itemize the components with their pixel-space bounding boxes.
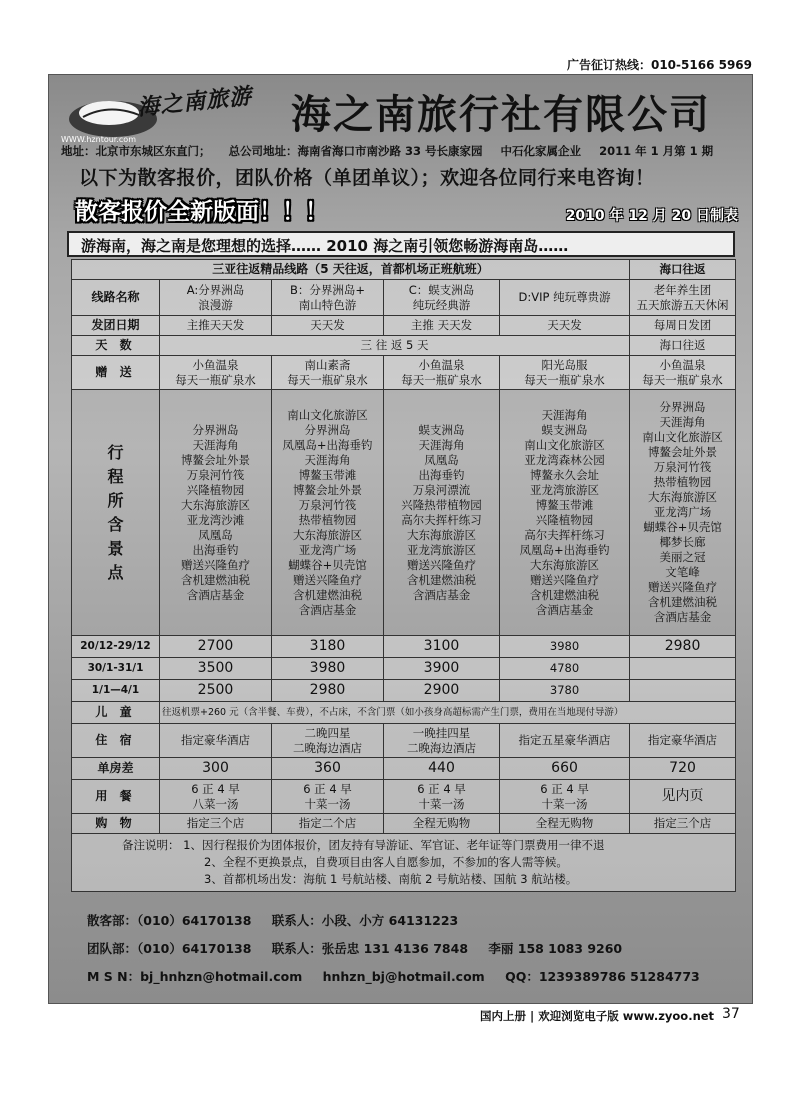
route-a[interactable] (160, 280, 272, 316)
route-d[interactable] (500, 280, 630, 316)
gift-cell: 小鱼温泉 每天一瓶矿泉水 (384, 356, 500, 390)
itinerary-cell: 南山文化旅游区 分界洲岛 凤凰岛+出海垂钓 天涯海角 博鳌玉带滩 博鳌会址外景 万泉河竹筏 热带植物园 大东海旅游区 亚龙湾广场 蝴蝶谷+贝壳馆 赠送兴隆鱼疗 含机建燃油税 含酒店基金 (272, 390, 384, 636)
gift-cell: 阳光岛服 每天一瓶矿泉水 (500, 356, 630, 390)
new-version-banner: 散客报价全新版面！！！ (75, 199, 328, 225)
single-cell: 660 (500, 758, 630, 780)
price-cell: 3900 (384, 658, 500, 680)
price-table (71, 259, 736, 892)
group-contact: 联系人：张岳忠 131 4136 7848 (271, 941, 469, 956)
price-cell: 3500 (160, 658, 272, 680)
slogan-bar (67, 231, 735, 257)
route-name: C：蜈支洲岛 纯玩经典游 (408, 282, 475, 312)
note-line: 备注说明： 1、因行程报价为团体报价，团友持有导游证、军官证、老年证等门票费用一律不退 (122, 838, 605, 852)
itinerary-cell: 分界洲岛 天涯海角 南山文化旅游区 博鳌会址外景 万泉河竹筏 热带植物园 大东海旅游区 亚龙湾广场 蝴蝶谷+贝壳馆 椰梦长廊 美丽之冠 文笔峰 赠送兴隆鱼疗 含机建燃油税 含酒店基金 (630, 390, 736, 636)
stay-cell: 一晚挂四星 二晚海边酒店 (384, 724, 500, 758)
retail-phone: 散客部：（010）64170138 (87, 913, 252, 928)
enterprise-label: 中石化家属企业 (500, 144, 582, 158)
price-cell: 3100 (384, 636, 500, 658)
stay-cell: 指定豪华酒店 (160, 724, 272, 758)
meal-cell: 6 正 4 早 八菜一汤 (160, 780, 272, 814)
price-period: 20/12-29/12 (72, 636, 160, 658)
departure-cell: 主推天天发 (160, 316, 272, 336)
company-name: 海之南旅行社有限公司 (291, 92, 711, 138)
qq-numbers: QQ：1239389786 51284773 (505, 969, 700, 984)
departure-cell: 主推 天天发 (384, 316, 500, 336)
price-cell (630, 658, 736, 680)
single-cell: 720 (630, 758, 736, 780)
departure-cell: 天天发 (500, 316, 630, 336)
days-haikou: 海口往返 (630, 336, 736, 356)
price-period: 1/1—4/1 (72, 680, 160, 702)
price-cell: 2700 (160, 636, 272, 658)
meal-cell: 6 正 4 早 十菜一汤 (272, 780, 384, 814)
stay-label: 住 宿 (72, 724, 160, 758)
single-label: 单房差 (72, 758, 160, 780)
stay-cell: 二晚四星 二晚海边酒店 (272, 724, 384, 758)
route-b[interactable] (272, 280, 384, 316)
note-line: 3、首都机场出发：海航 1 号航站楼、南航 2 号航站楼、国航 3 航站楼。 (204, 872, 578, 886)
price-cell: 2500 (160, 680, 272, 702)
price-notice: 以下为散客报价，团队价格（单团单议）；欢迎各位同行来电咨询！ (79, 167, 655, 189)
price-cell: 3980 (272, 658, 384, 680)
haikou-header: 海口往返 (630, 260, 736, 280)
address-line (61, 143, 751, 159)
ad-hotline: 广告征订热线：010-5166 5969 (566, 58, 752, 72)
meal-cell: 见内页 (630, 780, 736, 814)
route-senior[interactable] (630, 280, 736, 316)
days-value: 三 往 返 5 天 (160, 336, 630, 356)
single-cell: 360 (272, 758, 384, 780)
contact-row-online (87, 967, 747, 985)
note-line: 2、全程不更换景点，自费项目由客人自愿参加，不参加的客人需等候。 (204, 855, 568, 869)
made-date: 2010 年 12 月 20 日制表 (565, 208, 738, 224)
msn-2[interactable]: hnhzn_bj@hotmail.com (322, 969, 485, 984)
itinerary-cell: 天涯海角 蜈支洲岛 南山文化旅游区 亚龙湾森林公园 博鳌永久会址 亚龙湾旅游区 博鳌玉带滩 兴隆植物园 高尔夫挥杆练习 凤凰岛+出海垂钓 大东海旅游区 赠送兴隆鱼疗 含机建燃油税 含酒店基金 (500, 390, 630, 636)
price-cell: 2980 (630, 636, 736, 658)
shop-cell: 指定三个店 (160, 814, 272, 834)
price-cell: 3180 (272, 636, 384, 658)
gift-cell: 小鱼温泉 每天一瓶矿泉水 (630, 356, 736, 390)
group-phone: 团队部：（010）64170138 (87, 941, 252, 956)
price-period: 30/1-31/1 (72, 658, 160, 680)
group-contact-2: 李丽 158 1083 9260 (488, 941, 623, 956)
contact-row-group (87, 939, 747, 957)
contact-row-retail (87, 911, 747, 929)
shop-cell: 全程无购物 (500, 814, 630, 834)
page-number: 37 (722, 1006, 740, 1022)
website-label: WWW.hzntour.com (61, 135, 136, 144)
price-cell: 3780 (500, 680, 630, 702)
stay-cell: 指定豪华酒店 (630, 724, 736, 758)
shop-label: 购 物 (72, 814, 160, 834)
meal-label: 用 餐 (72, 780, 160, 814)
price-cell: 2980 (272, 680, 384, 702)
gift-label: 赠 送 (72, 356, 160, 390)
price-cell: 3980 (500, 636, 630, 658)
departure-cell: 天天发 (272, 316, 384, 336)
gift-cell: 小鱼温泉 每天一瓶矿泉水 (160, 356, 272, 390)
msn-1[interactable]: M S N：bj_hnhzn@hotmail.com (87, 969, 303, 984)
itinerary-cell: 蜈支洲岛 天涯海角 凤凰岛 出海垂钓 万泉河漂流 兴隆热带植物园 高尔夫挥杆练习 大东海旅游区 亚龙湾旅游区 赠送兴隆鱼疗 含机建燃油税 含酒店基金 (384, 390, 500, 636)
hq-address: 总公司地址：海南省海口市南沙路 33 号长康家园 (228, 144, 483, 158)
departure-label: 发团日期 (72, 316, 160, 336)
stay-cell: 指定五星豪华酒店 (500, 724, 630, 758)
route-name: D:VIP 纯玩尊贵游 (518, 290, 611, 304)
route-name: 老年养生团 五天旅游五天休闲 (636, 282, 729, 312)
shop-cell: 指定二个店 (272, 814, 384, 834)
group-header: 三亚往返精品线路（5 天往返，首都机场正班航班） (72, 260, 630, 280)
meal-cell: 6 正 4 早 十菜一汤 (500, 780, 630, 814)
departure-cell: 每周日发团 (630, 316, 736, 336)
brand-script: 海之南旅游 (136, 84, 254, 121)
single-cell: 440 (384, 758, 500, 780)
shop-cell: 指定三个店 (630, 814, 736, 834)
slogan-text: 游海南，海之南是您理想的选择…… 2010 海之南引领您畅游海南岛…… (81, 237, 569, 255)
itinerary-label: 行 程 所 含 景 点 (72, 390, 160, 636)
child-label: 儿 童 (72, 702, 160, 724)
retail-contact: 联系人：小段、小方 64131223 (271, 913, 459, 928)
gift-cell: 南山素斋 每天一瓶矿泉水 (272, 356, 384, 390)
child-policy: 往返机票+260 元（含半餐、车费），不占床，不含门票（如小孩身高超标需产生门票，费用在当地现付导游） (160, 702, 736, 724)
route-label: 线路名称 (72, 280, 160, 316)
issue-label: 2011 年 1 月第 1 期 (599, 144, 714, 158)
shop-cell: 全程无购物 (384, 814, 500, 834)
price-cell: 4780 (500, 658, 630, 680)
single-cell: 300 (160, 758, 272, 780)
days-label: 天 数 (72, 336, 160, 356)
beijing-address: 地址：北京市东城区东直门； (61, 144, 211, 158)
advert-panel (48, 74, 753, 1004)
itinerary-cell: 分界洲岛 天涯海角 博鳌会址外景 万泉河竹筏 兴隆植物园 大东海旅游区 亚龙湾沙滩 凤凰岛 出海垂钓 赠送兴隆鱼疗 含机建燃油税 含酒店基金 (160, 390, 272, 636)
footer-text: 国内上册 | 欢迎浏览电子版 www.zyoo.net (480, 1009, 715, 1023)
route-name: A:分界洲岛 浪漫游 (186, 282, 245, 312)
route-name: B：分界洲岛+ 南山特色游 (289, 282, 366, 312)
price-cell (630, 680, 736, 702)
price-cell: 2900 (384, 680, 500, 702)
meal-cell: 6 正 4 早 十菜一汤 (384, 780, 500, 814)
notes-block (72, 834, 736, 892)
route-c[interactable] (384, 280, 500, 316)
